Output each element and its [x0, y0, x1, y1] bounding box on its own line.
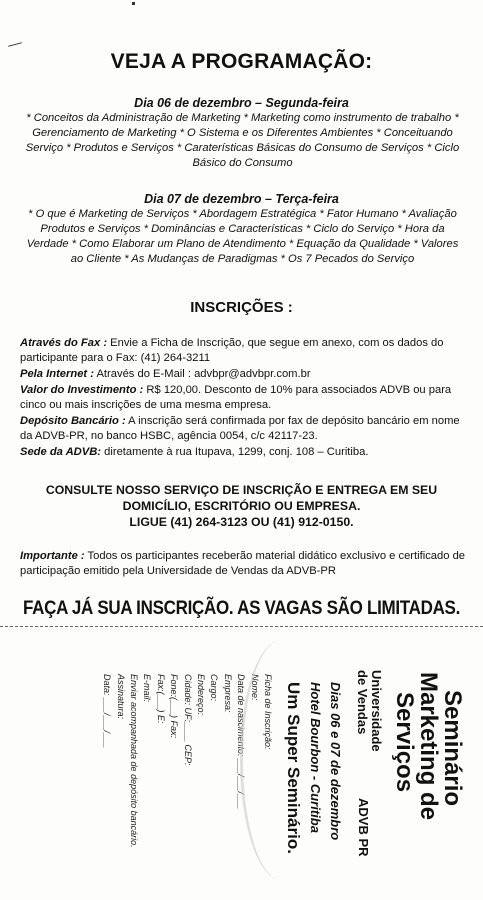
fax-text: Envie a Ficha de Inscrição, que segue em anexo, com os dados do participante para o Fax: (41) 264-3211	[20, 337, 444, 364]
inscricoes-heading: INSCRIÇÕES :	[190, 299, 293, 316]
internet-item	[20, 367, 470, 382]
page-title: VEJA A PROGRAMAÇÃO:	[110, 50, 373, 73]
hotel-line: Hotel Bourbon - Curitiba	[308, 682, 323, 833]
deposito-text: A inscrição será confirmada por fax de depósito bancário em nome da ADVB-PR, no banco HSBC, agência 0054, c/c 42117-23.	[20, 415, 460, 442]
decorative-swoosh	[240, 640, 323, 880]
ficha-title: Ficha de Inscrição:	[263, 674, 273, 750]
consulte-line-3: LIGUE (41) 264-3123 OU (41) 912-0150.	[129, 515, 354, 529]
internet-label: Pela Internet :	[20, 368, 94, 380]
ficha-email: E-mail:	[142, 674, 153, 703]
ficha-empresa: Empresa:	[222, 674, 233, 713]
universidade-label-2: de Vendas	[355, 670, 370, 735]
ficha-endereco: Endereço:	[196, 674, 207, 716]
ficha-nome: Nome:	[249, 674, 260, 701]
internet-text: Através do E-Mail : advbpr@advbpr.com.br	[93, 368, 311, 380]
importante-note	[20, 549, 470, 579]
importante-label: Importante :	[20, 550, 85, 562]
day1-topics: * Conceitos da Administração de Marketing * Marketing como instrumento de trabalho * Gerenciamento de Marketing * O Sistema e os Diferentes Ambientes * Conceituando Serviço * Produtos e Serviços * Caraterísticas Básicas do Consumo de Serviços * Ciclo Básico do Consumo	[25, 112, 460, 169]
consulte-line-1: CONSULTE NOSSO SERVIÇO DE INSCRIÇÃO E ENTREGA EM SEU	[45, 483, 438, 497]
investimento-label: Valor do Investimento :	[20, 384, 144, 396]
call-to-action: FAÇA JÁ SUA INSCRIÇÃO. AS VAGAS SÃO LIMITADAS.	[22, 596, 461, 619]
deposito-label: Depósito Bancário :	[20, 415, 126, 427]
seminario-title-2: Marketing de	[415, 672, 442, 821]
fax-label: Através do Fax :	[20, 337, 108, 349]
sede-item	[20, 445, 470, 460]
ficha-fone: Fone:(___) Fax:	[169, 674, 180, 739]
sede-label: Sede da ADVB:	[20, 446, 102, 458]
ficha-cargo: Cargo:	[209, 674, 220, 702]
day1-heading: Dia 06 de dezembro – Segunda-feira	[134, 96, 349, 110]
investimento-item	[20, 383, 470, 413]
consulte-line-2: DOMICÍLIO, ESCRITÓRIO OU EMPRESA.	[122, 499, 361, 513]
scan-mark	[8, 42, 22, 47]
ficha-deposito: Enviar acompanhada de depósito bancário.	[129, 674, 140, 848]
day2-heading: Dia 07 de dezembro – Terça-feira	[144, 192, 339, 206]
deposito-item	[20, 414, 470, 444]
seminario-title-3: Serviços	[391, 692, 418, 793]
inscricoes-list	[20, 336, 470, 461]
advb-logo: ADVB PR	[356, 798, 371, 857]
day2-topics: * O que é Marketing de Serviços * Abordagem Estratégica * Fator Humano * Avaliação Produtos e Serviços * Dominâncias e Características * Ciclo do Serviço * Hora da Verdade * Como Elaborar um Plano de Atendimento * Equação da Qualidade * Valores ao Cliente * As Mudanças de Paradigmas * Os 7 Pecados do Serviço	[26, 208, 459, 265]
super-seminario: Um Super Seminário.	[284, 682, 303, 854]
fold-line	[0, 626, 483, 627]
sede-text: diretamente à rua Itupava, 1299, conj. 108 – Curitiba.	[101, 446, 369, 458]
importante-text: Todos os participantes receberão material didático exclusivo e certificado de participação emitido pela Universidade de Vendas da ADVB-PR	[20, 550, 466, 577]
ficha-data: Data: ___/___/___	[102, 674, 113, 749]
universidade-label-1: Universidade	[369, 670, 384, 752]
ficha-assinatura: Assinatura:	[115, 674, 126, 720]
consulte-block	[0, 482, 483, 530]
seminario-title-1: Seminário	[439, 690, 466, 807]
ficha-fax: Fax:(___) E:	[155, 674, 166, 724]
dias-line: Dias 06 e 07 de dezembro	[328, 682, 343, 841]
investimento-text: R$ 120,00. Desconto de 10% para associados ADVB ou para cinco ou mais inscrições de uma mesma empresa.	[20, 384, 452, 411]
fax-item	[20, 336, 470, 366]
ficha-nascimento: Data de nascimento: ___/___/___	[236, 674, 247, 810]
scan-speck	[132, 2, 135, 5]
ficha-cidade: Cidade: UF:____ CEP:	[182, 674, 193, 766]
